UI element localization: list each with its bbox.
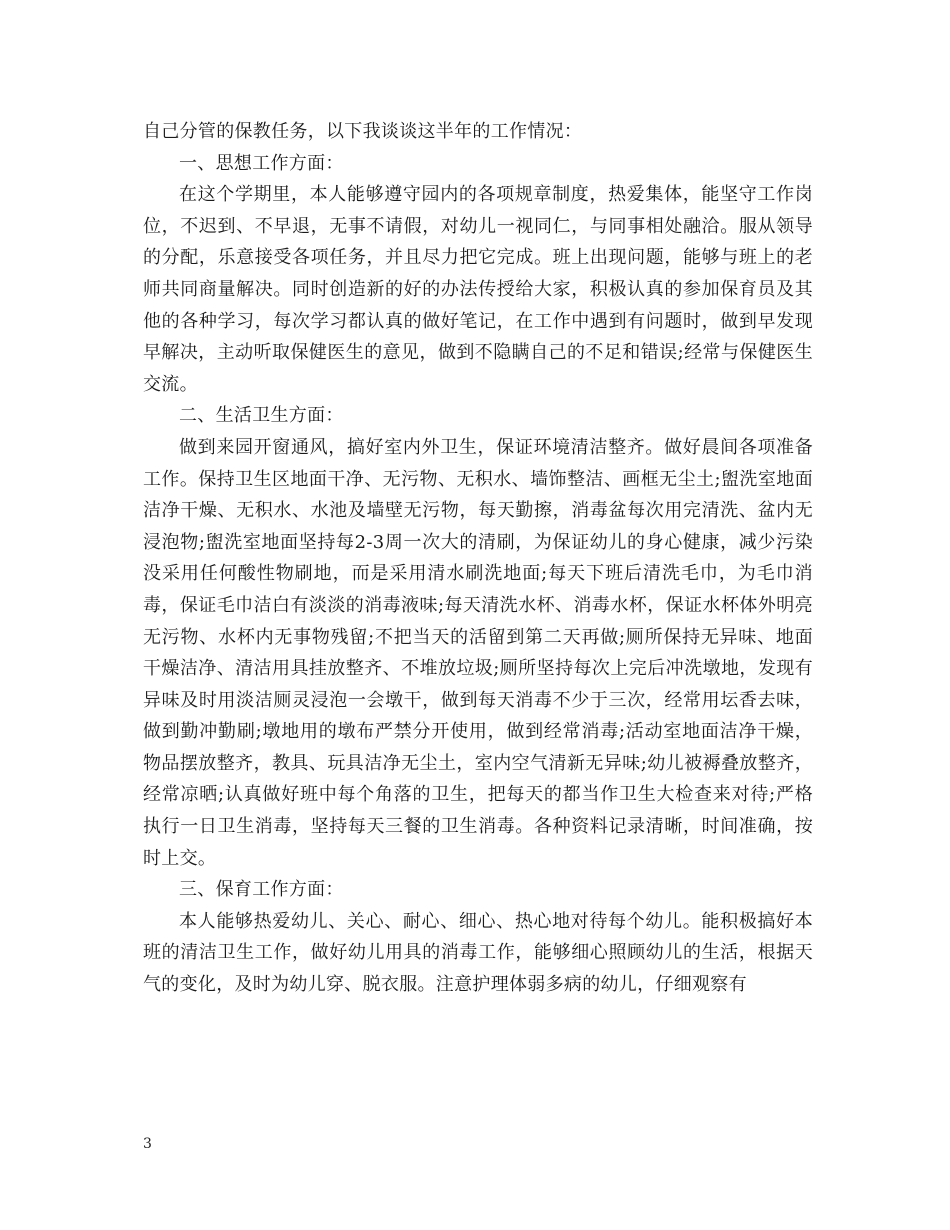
hygiene-paragraph: 做到来园开窗通风，搞好室内外卫生，保证环境清洁整齐。做好晨间各项准备工作。保持卫生区地面干净、无污物、无积水、墙饰整洁、画框无尘土;盥洗室地面洁净干燥、无积水、水池及墙壁无污物，每天勤擦，消毒盆每次用完清洗、盆内无浸泡物;盥洗室地面坚持每2-3周一次大的清刷，为保证幼儿的身心健康，减少污染没采用任何酸性物刷地，而是采用清水刷洗地面;每天下班后清洗毛巾，为毛巾消毒，保证毛巾洁白有淡淡的消毒液味;每天清洗水杯、消毒水杯，保证水杯体外明亮无污物、水杯内无事物残留;不把当天的活留到第二天再做;厕所保持无异味、地面干燥洁净、清洁用具挂放整齐、不堆放垃圾;厕所坚持每次上完后冲洗墩地，发现有异味及时用淡洁厕灵浸泡一会墩干，做到每天消毒不少于三次，经常用坛香去味，做到勤冲勤刷;墩地用的墩布严禁分开使用，做到经常消毒;活动室地面洁净干燥，物品摆放整齐，教具、玩具洁净无尘土，室内空气清新无异味;幼儿被褥叠放整齐，经常凉晒;认真做好班中每个角落的卫生，把每天的都当作卫生大检查来对待;严格执行一日卫生消毒，坚持每天三餐的卫生消毒。各种资料记录清晰，时间准确，按时上交。 (143, 436, 813, 869)
section-heading-childcare: 三、保育工作方面： (179, 879, 344, 901)
document-body (143, 116, 813, 1001)
page-number: 3 (143, 1136, 152, 1152)
section-heading-hygiene: 二、生活卫生方面： (179, 405, 344, 427)
intro-paragraph: 自己分管的保教任务，以下我谈谈这半年的工作情况： (143, 121, 583, 142)
thought-work-paragraph: 在这个学期里，本人能够遵守园内的各项规章制度，热爱集体，能坚守工作岗位，不迟到、不早退，无事不请假，对幼儿一视同仁，与同事相处融洽。服从领导的分配，乐意接受各项任务，并且尽力把它完成。班上出现问题，能够与班上的老师共同商量解决。同时创造新的好的办法传授给大家，积极认真的参加保育员及其他的各种学习，每次学习都认真的做好笔记，在工作中遇到有问题时，做到早发现早解决，主动听取保健医生的意见，做到不隐瞒自己的不足和错误;经常与保健医生交流。 (143, 184, 813, 395)
childcare-paragraph: 本人能够热爱幼儿、关心、耐心、细心、热心地对待每个幼儿。能积极搞好本班的清洁卫生工作，做好幼儿用具的消毒工作，能够细心照顾幼儿的生活，根据天气的变化，及时为幼儿穿、脱衣服。注意护理体弱多病的幼儿，仔细观察有 (143, 910, 813, 996)
section-heading-thought-work: 一、思想工作方面： (179, 152, 344, 174)
